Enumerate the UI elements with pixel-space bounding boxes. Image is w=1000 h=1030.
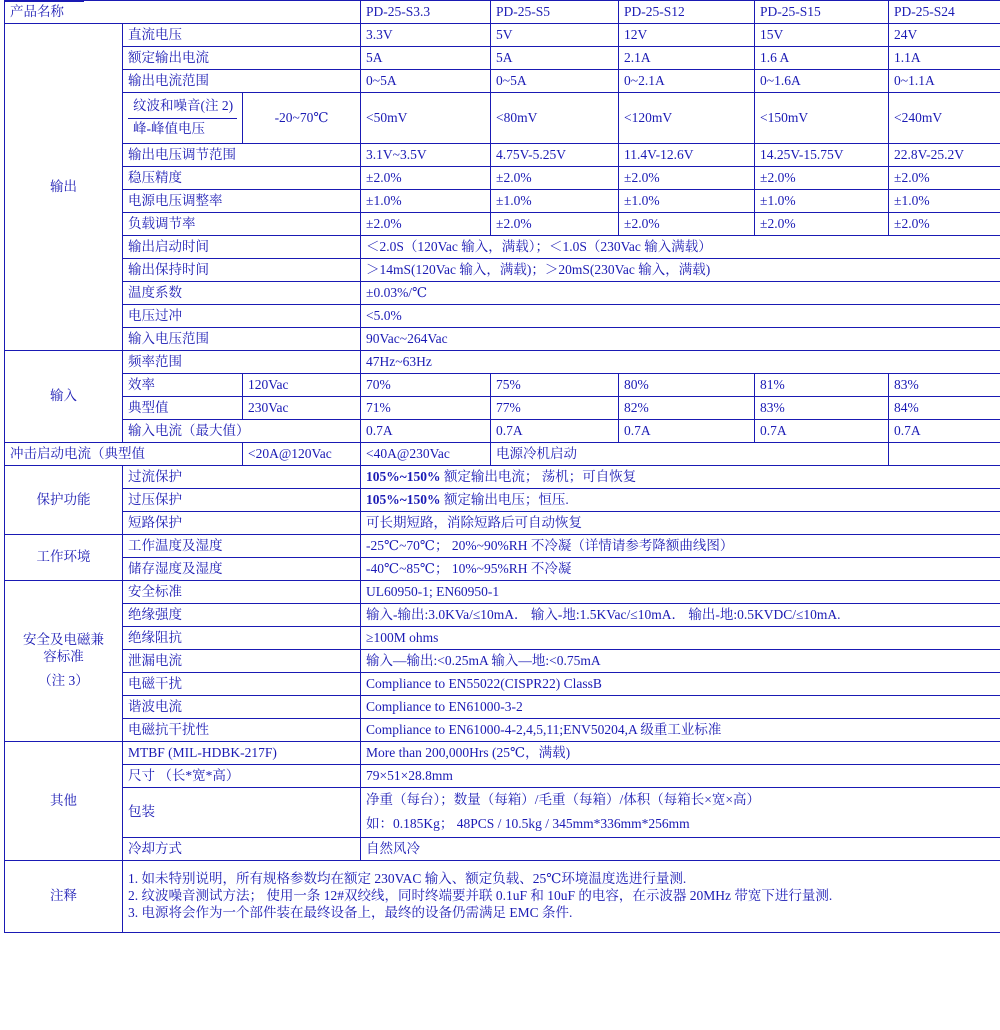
table-row [5,167,1000,190]
cell-line-regulation-4: ±1.0% [755,190,889,213]
row-label-dc-voltage: 直流电压 [123,24,361,47]
cell-insulation-resistance: ≥100M ohms [361,627,1000,650]
ripple-label-line1: 纹波和噪音(注 2) [128,95,237,118]
table-row [5,259,1000,282]
cell-load-regulation-1: ±2.0% [361,213,491,236]
ripple-temp-condition: -20~70℃ [243,93,361,144]
table-row [5,47,1000,70]
table-row [5,535,1000,558]
row-label-packaging: 包装 [123,788,361,838]
model-col-4: PD-25-S15 [755,1,889,24]
efficiency-sub-230vac: 230Vac [243,397,361,420]
category-safety-line1: 安全及电磁兼 [23,631,104,647]
row-label-over-voltage: 过压保护 [123,489,361,512]
cell-efficiency230-3: 82% [619,397,755,420]
cell-regulation-accuracy-3: ±2.0% [619,167,755,190]
cell-dc-voltage-1: 3.3V [361,24,491,47]
cell-ripple-2: <80mV [491,93,619,144]
notes-row [5,861,1000,933]
cell-dc-voltage-2: 5V [491,24,619,47]
row-label-rated-current: 额定输出电流 [123,47,361,70]
category-safety-line2: 容标准 [43,648,84,664]
model-col-5: PD-25-S24 [889,1,1000,24]
cell-dimensions: 79×51×28.8mm [361,765,1000,788]
cell-hold-time: ＞14mS(120Vac 输入，满载)；＞20mS(230Vac 输入，满载) [361,259,1000,282]
row-label-leakage-current: 泄漏电流 [123,650,361,673]
cell-dielectric: 输入-输出:3.0KVa/≤10mA． 输入-地:1.5KVac/≤10mA． 输出-地:0.5KVDC/≤10mA. [361,604,1000,627]
table-row [5,93,1000,144]
category-other: 其他 [5,742,123,861]
cell-input-current-1: 0.7A [361,420,491,443]
ripple-label-stack [128,95,237,141]
cell-rated-current-1: 5A [361,47,491,70]
cell-input-current-2: 0.7A [491,420,619,443]
row-label-input-voltage-range: 输入电压范围 [123,328,361,351]
cell-regulation-accuracy-4: ±2.0% [755,167,889,190]
row-label-ripple [123,93,243,144]
cell-inrush-230vac: <40A@230Vac [361,443,491,466]
cell-ripple-4: <150mV [755,93,889,144]
row-label-load-regulation: 负载调节率 [123,213,361,236]
table-row [5,70,1000,93]
packaging-line1: 净重（每台）；数量（每箱）/毛重（每箱）/体积（每箱长×宽×高） [366,792,761,808]
row-label-inrush-current: 冲击启动电流（典型值 [5,443,243,466]
table-header-row [5,1,1000,24]
row-label-temp-coefficient: 温度系数 [123,282,361,305]
row-label-insulation-resistance: 绝缘阻抗 [123,627,361,650]
cell-efficiency120-3: 80% [619,374,755,397]
cell-voltage-adjust-5: 22.8V-25.2V [889,144,1000,167]
table-row [5,328,1000,351]
table-row [5,443,1000,466]
table-row [5,742,1000,765]
cell-load-regulation-2: ±2.0% [491,213,619,236]
row-label-hold-time: 输出保持时间 [123,259,361,282]
table-row [5,351,1000,374]
over-current-desc: 额定输出电流； 荡机；可自恢复 [440,468,637,484]
cell-over-current [361,466,1000,489]
note-line-1: 1. 如未特别说明，所有规格参数均在额定 230VAC 输入、额定负载、25℃环境温度选进行量测. [128,871,687,887]
table-row [5,627,1000,650]
table-row [5,397,1000,420]
table-row [5,466,1000,489]
table-row [5,190,1000,213]
cell-input-current-3: 0.7A [619,420,755,443]
cell-voltage-adjust-3: 11.4V-12.6V [619,144,755,167]
cell-current-range-5: 0~1.1A [889,70,1000,93]
over-voltage-range: 105%~150% [366,491,441,507]
table-row [5,213,1000,236]
row-label-efficiency-typical: 典型值 [123,397,243,420]
row-label-line-regulation: 电源电压调整率 [123,190,361,213]
cell-leakage-current: 输入—输出:<0.25mA 输入—地:<0.75mA [361,650,1000,673]
category-safety [5,581,123,742]
model-col-1: PD-25-S3.3 [361,1,491,24]
cell-voltage-adjust-2: 4.75V-5.25V [491,144,619,167]
top-rule [0,0,1000,3]
cell-inrush-note: 电源冷机启动 [491,443,889,466]
note-line-2: 2. 纹波噪音测试方法； 使用一条 12#双绞线，同时终端要并联 0.1uF 和 10uF 的电容，在示波器 20MHz 带宽下进行量测. [128,888,833,904]
table-row [5,581,1000,604]
cell-efficiency120-5: 83% [889,374,1000,397]
specification-table [4,0,1000,933]
row-label-startup-time: 输出启动时间 [123,236,361,259]
cell-overshoot: <5.0% [361,305,1000,328]
table-row [5,696,1000,719]
row-label-cooling: 冷却方式 [123,838,361,861]
row-label-input-current: 输入电流（最大值） [123,420,361,443]
cell-startup-time: ＜2.0S（120Vac 输入，满载）；＜1.0S（230Vac 输入满载） [361,236,1000,259]
row-label-voltage-adjust: 输出电压调节范围 [123,144,361,167]
row-label-over-current: 过流保护 [123,466,361,489]
cell-load-regulation-5: ±2.0% [889,213,1000,236]
row-label-storage-temp: 储存湿度及湿度 [123,558,361,581]
cell-rated-current-3: 2.1A [619,47,755,70]
cell-cooling: 自然风冷 [361,838,1000,861]
cell-short-circuit: 可长期短路，消除短路后可自动恢复 [361,512,1000,535]
cell-frequency-range: 47Hz~63Hz [361,351,1000,374]
table-row [5,765,1000,788]
cell-line-regulation-1: ±1.0% [361,190,491,213]
table-row [5,420,1000,443]
cell-regulation-accuracy-1: ±2.0% [361,167,491,190]
cell-rated-current-4: 1.6 A [755,47,889,70]
cell-efficiency120-2: 75% [491,374,619,397]
cell-line-regulation-2: ±1.0% [491,190,619,213]
cell-notes [123,861,1000,933]
row-label-overshoot: 电压过冲 [123,305,361,328]
cell-harmonic: Compliance to EN61000-3-2 [361,696,1000,719]
cell-input-current-5: 0.7A [889,420,1000,443]
category-notes: 注释 [5,861,123,933]
cell-safety-standard: UL60950-1; EN60950-1 [361,581,1000,604]
row-label-mtbf: MTBF (MIL-HDBK-217F) [123,742,361,765]
cell-emi: Compliance to EN55022(CISPR22) ClassB [361,673,1000,696]
cell-emc-immunity: Compliance to EN61000-4-2,4,5,11;ENV50204,A 级重工业标准 [361,719,1000,742]
cell-efficiency120-1: 70% [361,374,491,397]
table-row [5,374,1000,397]
row-label-efficiency: 效率 [123,374,243,397]
cell-storage-temp: -40℃~85℃； 10%~95%RH 不冷凝 [361,558,1000,581]
table-row [5,838,1000,861]
cell-ripple-3: <120mV [619,93,755,144]
ripple-label-line2: 峰-峰值电压 [133,121,205,137]
cell-line-regulation-5: ±1.0% [889,190,1000,213]
product-name-label: 产品名称 [5,1,361,24]
table-row [5,650,1000,673]
cell-mtbf: More than 200,000Hrs (25℃，满载) [361,742,1000,765]
cell-input-current-4: 0.7A [755,420,889,443]
row-label-emc-immunity: 电磁抗干扰性 [123,719,361,742]
table-row [5,604,1000,627]
table-row [5,673,1000,696]
row-label-operating-temp: 工作温度及湿度 [123,535,361,558]
table-row [5,719,1000,742]
cell-current-range-3: 0~2.1A [619,70,755,93]
cell-efficiency120-4: 81% [755,374,889,397]
cell-regulation-accuracy-2: ±2.0% [491,167,619,190]
category-output: 输出 [5,24,123,351]
cell-current-range-4: 0~1.6A [755,70,889,93]
cell-temp-coefficient: ±0.03%/℃ [361,282,1000,305]
cell-voltage-adjust-4: 14.25V-15.75V [755,144,889,167]
category-environment: 工作环境 [5,535,123,581]
over-current-range: 105%~150% [366,468,441,484]
cell-efficiency230-4: 83% [755,397,889,420]
cell-current-range-1: 0~5A [361,70,491,93]
row-label-current-range: 输出电流范围 [123,70,361,93]
category-safety-line3: （注 3） [38,673,89,689]
cell-line-regulation-3: ±1.0% [619,190,755,213]
cell-over-voltage [361,489,1000,512]
cell-efficiency230-1: 71% [361,397,491,420]
row-label-dimensions: 尺寸 （长*宽*高） [123,765,361,788]
cell-rated-current-2: 5A [491,47,619,70]
cell-efficiency230-5: 84% [889,397,1000,420]
table-row [5,24,1000,47]
row-label-emi: 电磁干扰 [123,673,361,696]
table-row [5,512,1000,535]
table-row [5,489,1000,512]
model-col-3: PD-25-S12 [619,1,755,24]
packaging-line2: 如：0.185Kg； 48PCS / 10.5kg / 345mm*336mm*256mm [366,816,690,831]
cell-ripple-5: <240mV [889,93,1000,144]
table-row [5,236,1000,259]
row-label-regulation-accuracy: 稳压精度 [123,167,361,190]
table-row [5,282,1000,305]
row-label-harmonic: 谐波电流 [123,696,361,719]
cell-packaging [361,788,1000,838]
table-row [5,558,1000,581]
category-input: 输入 [5,351,123,443]
cell-operating-temp: -25℃~70℃； 20%~90%RH 不冷凝（详情请参考降额曲线图） [361,535,1000,558]
cell-dc-voltage-5: 24V [889,24,1000,47]
cell-inrush-120vac: <20A@120Vac [243,443,361,466]
over-voltage-desc: 额定输出电压；恒压. [440,491,569,507]
row-label-dielectric: 绝缘强度 [123,604,361,627]
row-label-frequency-range: 频率范围 [123,351,361,374]
cell-input-voltage-range: 90Vac~264Vac [361,328,1000,351]
cell-load-regulation-3: ±2.0% [619,213,755,236]
cell-load-regulation-4: ±2.0% [755,213,889,236]
note-line-3: 3. 电源将会作为一个部件装在最终设备上，最终的设备仍需满足 EMC 条件. [128,904,573,920]
model-col-2: PD-25-S5 [491,1,619,24]
table-row [5,144,1000,167]
cell-efficiency230-2: 77% [491,397,619,420]
cell-dc-voltage-3: 12V [619,24,755,47]
cell-rated-current-5: 1.1A [889,47,1000,70]
cell-ripple-1: <50mV [361,93,491,144]
table-row [5,788,1000,838]
category-protection: 保护功能 [5,466,123,535]
efficiency-sub-120vac: 120Vac [243,374,361,397]
table-row [5,305,1000,328]
cell-regulation-accuracy-5: ±2.0% [889,167,1000,190]
row-label-short-circuit: 短路保护 [123,512,361,535]
cell-voltage-adjust-1: 3.1V~3.5V [361,144,491,167]
row-label-safety-standard: 安全标准 [123,581,361,604]
cell-dc-voltage-4: 15V [755,24,889,47]
cell-current-range-2: 0~5A [491,70,619,93]
